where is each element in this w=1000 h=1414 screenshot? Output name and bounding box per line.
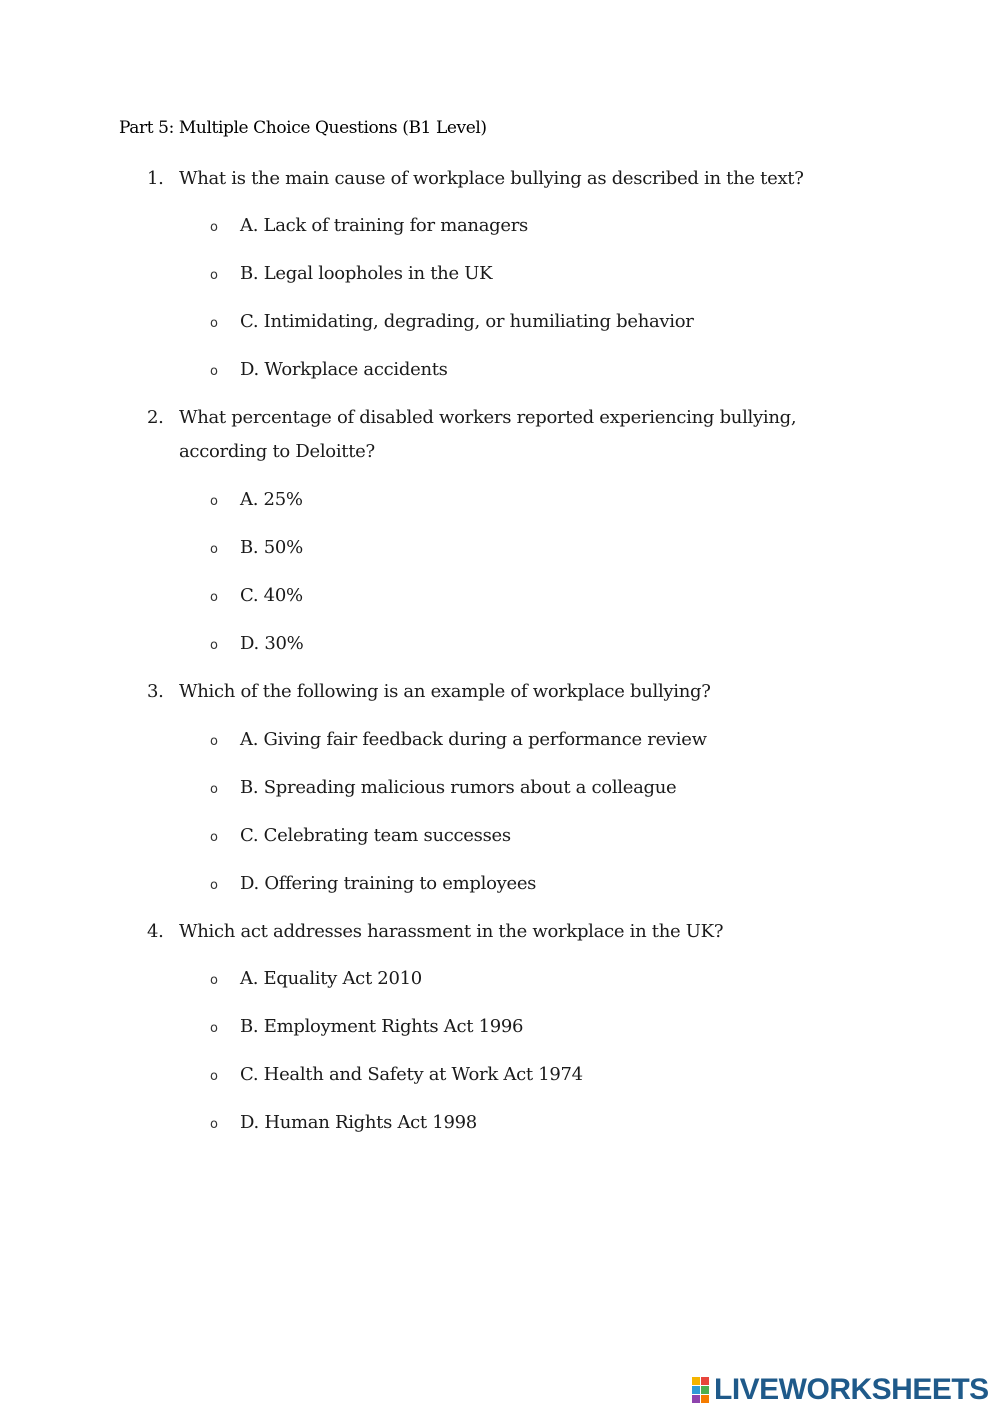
option-text: B. 50%: [240, 537, 303, 558]
question-text: Which act addresses harassment in the workplace in the UK?: [179, 921, 724, 942]
option-text: D. Human Rights Act 1998: [240, 1112, 477, 1133]
option-bullet: o: [210, 220, 218, 235]
option-text: C. Celebrating team successes: [240, 825, 511, 846]
question-number: 3.: [147, 681, 164, 702]
option-text: D. Workplace accidents: [240, 359, 448, 380]
option-text: A. Equality Act 2010: [240, 968, 422, 989]
option-bullet: o: [210, 973, 218, 988]
option-bullet: o: [210, 364, 218, 379]
option-bullet: o: [210, 494, 218, 509]
option-text: D. 30%: [240, 633, 304, 654]
option-bullet: o: [210, 1069, 218, 1084]
question-number: 1.: [147, 168, 164, 189]
option-text: A. Lack of training for managers: [240, 215, 528, 236]
option-text: B. Spreading malicious rumors about a colleague: [240, 777, 677, 798]
option-bullet: o: [210, 1117, 218, 1132]
option-bullet: o: [210, 734, 218, 749]
option-bullet: o: [210, 268, 218, 283]
liveworksheets-logo[interactable]: [692, 1374, 989, 1406]
question-number: 4.: [147, 921, 164, 942]
option-text: B. Legal loopholes in the UK: [240, 263, 493, 284]
option-text: A. Giving fair feedback during a performance review: [240, 729, 707, 750]
option-text: C. Intimidating, degrading, or humiliating behavior: [240, 311, 694, 332]
option-bullet: o: [210, 782, 218, 797]
question-number: 2.: [147, 407, 164, 428]
option-text: D. Offering training to employees: [240, 873, 537, 894]
question-text: What is the main cause of workplace bullying as described in the text?: [179, 168, 804, 189]
question-1: [147, 162, 847, 196]
option-bullet: o: [210, 316, 218, 331]
section-heading: Part 5: Multiple Choice Questions (B1 Level): [119, 118, 487, 138]
option-text: C. 40%: [240, 585, 303, 606]
option-text: B. Employment Rights Act 1996: [240, 1016, 524, 1037]
option-bullet: o: [210, 638, 218, 653]
question-2: [147, 401, 847, 469]
option-bullet: o: [210, 590, 218, 605]
question-text: What percentage of disabled workers reported experiencing bullying, according to Deloitte?: [179, 407, 797, 462]
option-bullet: o: [210, 1021, 218, 1036]
option-bullet: o: [210, 878, 218, 893]
option-text: C. Health and Safety at Work Act 1974: [240, 1064, 583, 1085]
option-text: A. 25%: [240, 489, 303, 510]
option-bullet: o: [210, 542, 218, 557]
option-bullet: o: [210, 830, 218, 845]
question-3: [147, 675, 847, 709]
logo-text: LIVEWORKSHEETS: [714, 1373, 989, 1406]
liveworksheets-logo-icon: [692, 1377, 710, 1403]
question-4: [147, 915, 847, 949]
question-text: Which of the following is an example of workplace bullying?: [179, 681, 711, 702]
